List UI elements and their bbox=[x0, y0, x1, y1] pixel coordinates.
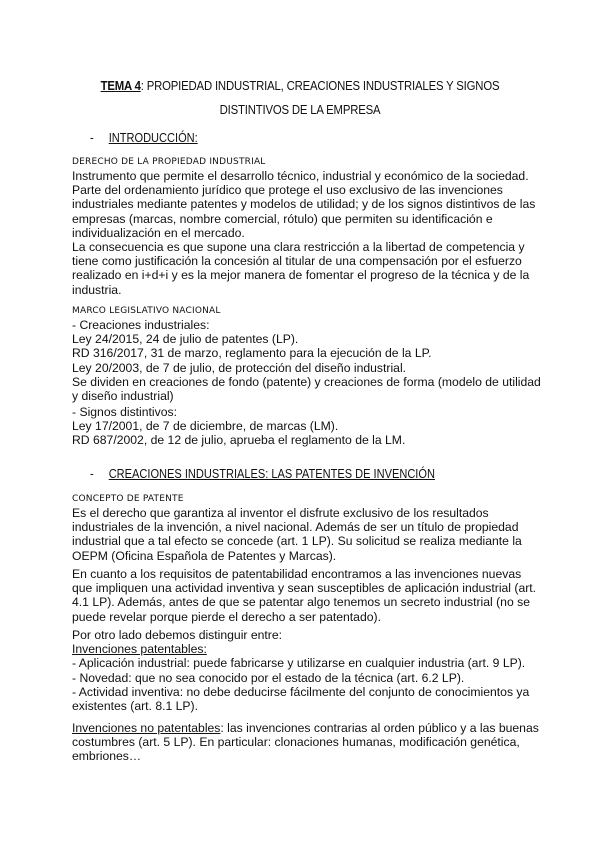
intro-block bbox=[72, 169, 542, 297]
title-text: : PROPIEDAD INDUSTRIAL, CREACIONES INDUSTRIALES Y SIGNOS DISTINTIVOS DE LA EMPRESA bbox=[140, 78, 500, 117]
patentables-item: - Actividad inventiva: no debe deducirse fácilmente del conjunto de conocimientos ya existentes (art. 8.1 LP). bbox=[72, 684, 530, 714]
marco-line: RD 687/2002, de 12 de julio, aprueba el reglamento de la LM. bbox=[72, 433, 406, 448]
patentables-item: - Novedad: que no sea conocido por el estado de la técnica (art. 6.2 LP). bbox=[72, 670, 465, 685]
section-heading-patentes bbox=[90, 466, 435, 481]
title-number: TEMA 4 bbox=[100, 78, 141, 93]
no-patentables-label: Invenciones no patentables bbox=[72, 721, 221, 735]
marco-line: Ley 20/2003, de 7 de julio, de protección del diseño industrial. bbox=[72, 360, 407, 375]
marco-line: - Creaciones industriales: bbox=[72, 318, 210, 332]
marco-group-signos bbox=[72, 405, 542, 448]
subtitle-concepto-patente: CONCEPTO DE PATENTE bbox=[72, 494, 184, 504]
patente-paragraph: Por otro lado debemos distinguir entre: bbox=[72, 628, 283, 642]
no-patentables-paragraph bbox=[72, 721, 542, 764]
marco-line: Se dividen en creaciones de fondo (patente) y creaciones de forma (modelo de utilidad y diseño industrial) bbox=[72, 374, 541, 404]
intro-paragraph: La consecuencia es que supone una clara restricción a la libertad de competencia y tiene como justificación la concesión al titular de una compensación por el esfuerzo realizado en i+d+i y es la mejor manera de fomentar el progreso de la técnica y de la industria. bbox=[72, 240, 530, 297]
intro-paragraph: Instrumento que permite el desarrollo técnico, industrial y económico de la sociedad. bbox=[72, 169, 529, 183]
no-patentables-block bbox=[72, 721, 542, 764]
patente-paragraph: Es el derecho que garantiza al inventor el disfrute exclusivo de los resultados industriales de la invención, a nivel nacional. Además de ser un título de propiedad industrial que a tal efecto se concede (art. 1 LP). Su solicitud se realiza mediante la OEPM (Oficina Española de Patentes y Marcas). bbox=[72, 506, 522, 563]
section-heading-text: INTRODUCCIÓN: bbox=[108, 130, 198, 145]
marco-group-creaciones bbox=[72, 318, 542, 403]
marco-line: RD 316/2017, 31 de marzo, reglamento para la ejecución de la LP. bbox=[72, 346, 432, 361]
patente-p2 bbox=[72, 567, 542, 624]
subtitle-marco: MARCO LEGISLATIVO NACIONAL bbox=[72, 306, 221, 316]
marco-line: Ley 17/2001, de 7 de diciembre, de marcas (LM). bbox=[72, 419, 339, 434]
section-heading-introduccion bbox=[90, 130, 198, 145]
intro-paragraph: Parte del ordenamiento jurídico que protege el uso exclusivo de las invenciones industriales mediante patentes y modelos de utilidad; y de los signos distintivos de las empresas (marcas, nombre comercial, rótulo) que permiten su identificación e individualización en el mercado. bbox=[72, 183, 536, 240]
patentables-label: Invenciones patentables: bbox=[72, 642, 207, 657]
patentables-item: - Aplicación industrial: puede fabricarse y utilizarse en cualquier industria (art. 9 LP). bbox=[72, 656, 526, 671]
subtitle-derecho: DERECHO DE LA PROPIEDAD INDUSTRIAL bbox=[72, 157, 266, 167]
no-patentables-text: : las invenciones contrarias al orden público y a las buenas costumbres (art. 5 LP). En particular: clonaciones humanas, modificación genética, embriones… bbox=[72, 721, 539, 764]
patente-p3 bbox=[72, 628, 542, 713]
marco-line: - Signos distintivos: bbox=[72, 405, 177, 419]
section-heading-text: CREACIONES INDUSTRIALES: LAS PATENTES DE INVENCIÓN bbox=[108, 466, 435, 481]
patente-paragraph: En cuanto a los requisitos de patentabilidad encontramos a las invenciones nuevas que impliquen una actividad inventiva y sean susceptibles de aplicación industrial (art. 4.1 LP). Además, antes de que se patentar algo tenemos un secreto industrial (no se puede revelar porque pierde el derecho a ser patentado). bbox=[72, 567, 537, 624]
marco-line: Ley 24/2015, 24 de julio de patentes (LP). bbox=[72, 332, 299, 347]
section-dash: - bbox=[90, 466, 94, 481]
section-dash: - bbox=[90, 130, 94, 145]
page-title bbox=[94, 74, 507, 122]
patente-p1 bbox=[72, 506, 542, 563]
